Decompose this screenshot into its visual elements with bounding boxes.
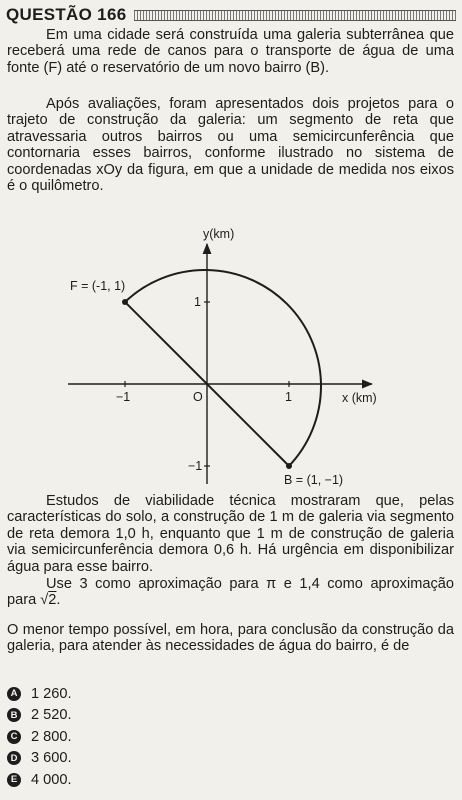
option-a-letter: A (7, 687, 21, 701)
option-b[interactable] (7, 705, 307, 727)
option-c-letter: C (7, 730, 21, 744)
option-d-text: 3 600. (31, 750, 72, 767)
semicircle-arc (125, 270, 321, 466)
tick-x-pos-label: 1 (285, 390, 292, 404)
option-e-text: 4 000. (31, 771, 72, 788)
option-c-text: 2 800. (31, 728, 72, 745)
option-b-text: 2 520. (31, 707, 72, 724)
x-axis-label: x (km) (342, 391, 377, 405)
option-a[interactable] (7, 683, 307, 705)
header-rule (134, 10, 456, 21)
option-c[interactable] (7, 726, 307, 748)
approximation-end: . (56, 592, 61, 609)
point-b-label: B = (1, −1) (284, 473, 344, 487)
tick-y-neg-label: −1 (188, 459, 203, 473)
option-e[interactable] (7, 769, 307, 791)
tick-y-pos-label: 1 (194, 295, 201, 309)
option-a-text: 1 260. (31, 685, 72, 702)
question-header (6, 4, 456, 26)
coordinate-graph (60, 222, 390, 492)
approximation-paragraph (7, 576, 454, 609)
option-d-letter: D (7, 751, 21, 765)
origin-label: O (193, 390, 203, 404)
approximation-text: Use 3 como aproximação para π e 1,4 como aproximação para (7, 576, 454, 609)
option-b-letter: B (7, 708, 21, 722)
point-f-marker (122, 299, 128, 305)
tick-x-neg-label: −1 (116, 390, 131, 404)
option-e-letter: E (7, 773, 21, 787)
answer-options (7, 683, 307, 791)
sqrt-radicand: 2 (48, 592, 57, 609)
question-prompt: O menor tempo possível, em hora, para conclusão da construção da galeria, para atender às necessidades de água do bairro, é de (7, 622, 454, 655)
question-number: QUESTÃO 166 (6, 5, 127, 24)
point-f-label: F = (-1, 1) (70, 279, 126, 293)
projects-paragraph: Após avaliações, foram apresentados dois projetos para o trajeto de construção da galeria: um segmento de reta que atravessaria outros bairros ou uma semicircunferência que contornaria esses bairros, conforme ilustrado no sistema de coordenadas xOy da figura, em que a unidade de medida nos eixos é o quilômetro. (7, 96, 454, 195)
sqrt-symbol: √ (40, 592, 49, 609)
y-axis-label: y(km) (203, 227, 235, 241)
sqrt-two (40, 592, 56, 608)
point-b-marker (286, 463, 292, 469)
intro-paragraph: Em uma cidade será construída uma galeria subterrânea que receberá uma rede de canos para o transporte de água de uma fonte (F) até o reservatório de um novo bairro (B). (7, 27, 454, 76)
studies-paragraph: Estudos de viabilidade técnica mostraram que, pelas características do solo, a construção de 1 m de galeria via segmento de reta demora 1,0 h, enquanto que 1 m de construção de galeria via semicircunferência demora 0,6 h. Há urgência em disponibilizar água para esse bairro. (7, 493, 454, 575)
option-d[interactable] (7, 748, 307, 770)
